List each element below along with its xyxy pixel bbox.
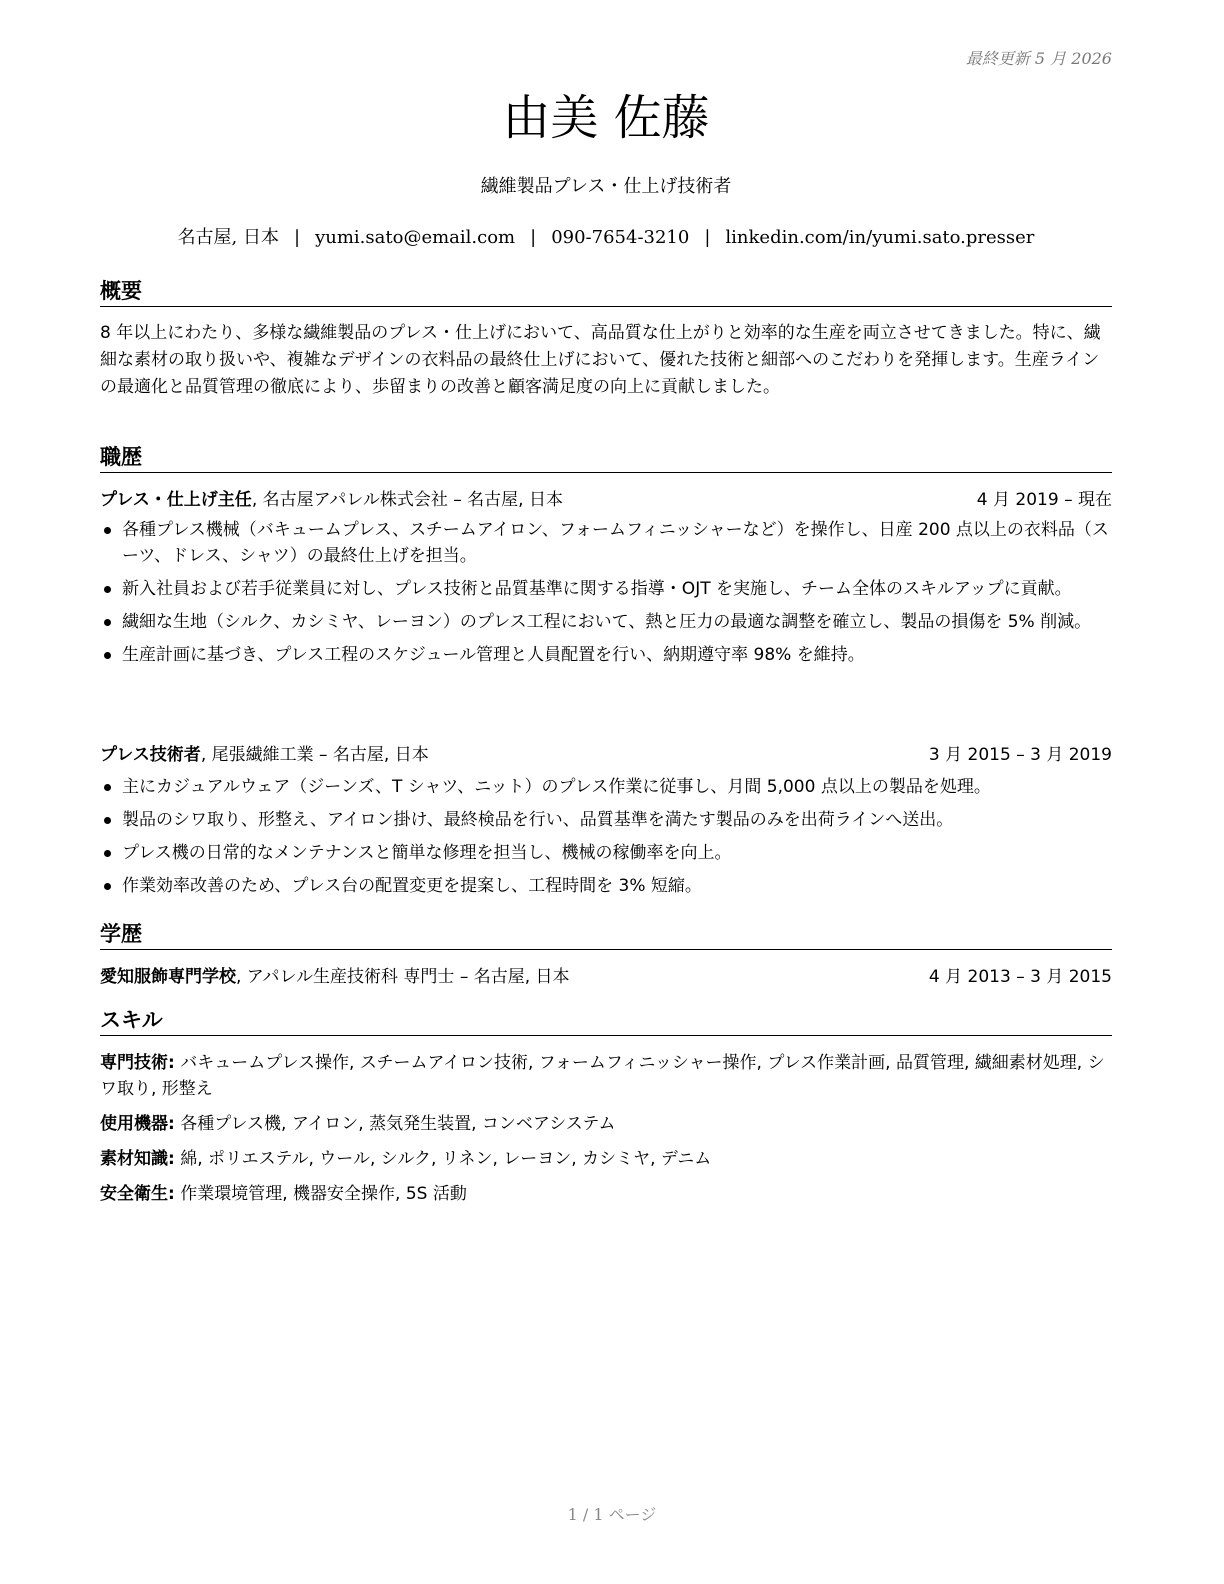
job-header: [100, 487, 1112, 513]
job-org: , 尾張繊維工業 – 名古屋, 日本: [200, 745, 429, 765]
last-updated: 最終更新 5 月 2026: [965, 49, 1112, 68]
skill-label: 安全衛生:: [100, 1184, 175, 1204]
skill-row: [100, 1181, 1116, 1207]
resume-page: [100, 0, 1112, 1584]
job-bullet: 繊細な生地（シルク、カシミヤ、レーヨン）のプレス工程において、熱と圧力の最適な調整を確立し、製品の損傷を 5% 削減。: [100, 609, 1112, 635]
contact-separator: |: [530, 227, 537, 248]
skill-row: [100, 1146, 1116, 1172]
contact-email[interactable]: yumi.sato@email.com: [315, 227, 516, 248]
job-bullet: 製品のシワ取り、形整え、アイロン掛け、最終検品を行い、品質基準を満たす製品のみを出荷ラインへ送出。: [100, 807, 1112, 833]
job-bullets: [100, 774, 1112, 906]
section-heading-experience: 職歴: [100, 443, 1112, 473]
page-number: 1 / 1 ページ: [567, 1505, 657, 1524]
person-name: 由美 佐藤: [502, 90, 710, 146]
job-role: プレス・仕上げ主任: [100, 490, 252, 510]
skill-label: 素材知識:: [100, 1149, 175, 1169]
skill-value: 各種プレス機, アイロン, 蒸気発生装置, コンベアシステム: [174, 1114, 616, 1134]
education-entry: [100, 964, 1112, 990]
section-heading-summary: 概要: [100, 277, 1112, 307]
skill-row: [100, 1111, 1116, 1137]
contact-separator: |: [704, 227, 711, 248]
skill-row: [100, 1050, 1116, 1102]
education-detail: , アパレル生産技術科 専門士 – 名古屋, 日本: [236, 967, 570, 987]
contact-location: 名古屋, 日本: [177, 227, 280, 248]
contact-linkedin[interactable]: linkedin.com/in/yumi.sato.presser: [725, 227, 1035, 248]
job-org: , 名古屋アパレル株式会社 – 名古屋, 日本: [251, 490, 563, 510]
skill-value: 綿, ポリエステル, ウール, シルク, リネン, レーヨン, カシミヤ, デニム: [174, 1149, 712, 1169]
job-title: 繊維製品プレス・仕上げ技術者: [480, 176, 732, 197]
section-heading-skills: スキル: [100, 1006, 1112, 1036]
job-bullet: プレス機の日常的なメンテナンスと簡単な修理を担当し、機械の稼働率を向上。: [100, 840, 1112, 866]
skill-label: 専門技術:: [100, 1053, 175, 1073]
skill-value: 作業環境管理, 機器安全操作, 5S 活動: [174, 1184, 467, 1204]
skill-value: バキュームプレス操作, スチームアイロン技術, フォームフィニッシャー操作, プレス作業計画, 品質管理, 繊細素材処理, シワ取り, 形整え: [100, 1053, 1105, 1099]
school-name: 愛知服飾専門学校: [100, 967, 236, 987]
skill-label: 使用機器:: [100, 1114, 175, 1134]
job-bullet: 主にカジュアルウェア（ジーンズ、T シャツ、ニット）のプレス作業に従事し、月間 5,000 点以上の製品を処理。: [100, 774, 1112, 800]
summary-text: 8 年以上にわたり、多様な繊維製品のプレス・仕上げにおいて、高品質な仕上がりと効率的な生産を両立させてきました。特に、繊細な素材の取り扱いや、複雑なデザインの衣料品の最終仕上げにおいて、優れた技術と細部へのこだわりを発揮します。生産ラインの最適化と品質管理の徹底により、歩留まりの改善と顧客満足度の向上に貢献しました。: [100, 323, 1101, 397]
job-header: [100, 742, 1112, 768]
section-heading-education: 学歴: [100, 920, 1112, 950]
contact-line: [100, 226, 1112, 250]
job-bullet: 生産計画に基づき、プレス工程のスケジュール管理と人員配置を行い、納期遵守率 98% を維持。: [100, 642, 1112, 668]
job-dates: 4 月 2019 – 現在: [976, 490, 1112, 510]
job-role: プレス技術者: [100, 745, 201, 765]
job-bullet: 各種プレス機械（バキュームプレス、スチームアイロン、フォームフィニッシャーなど）を操作し、日産 200 点以上の衣料品（スーツ、ドレス、シャツ）の最終仕上げを担当。: [100, 517, 1112, 569]
contact-phone[interactable]: 090-7654-3210: [551, 227, 690, 248]
education-dates: 4 月 2013 – 3 月 2015: [928, 967, 1112, 987]
job-bullet: 作業効率改善のため、プレス台の配置変更を提案し、工程時間を 3% 短縮。: [100, 873, 1112, 899]
job-dates: 3 月 2015 – 3 月 2019: [928, 745, 1112, 765]
job-bullets: [100, 517, 1112, 675]
job-bullet: 新入社員および若手従業員に対し、プレス技術と品質基準に関する指導・OJT を実施し、チーム全体のスキルアップに貢献。: [100, 576, 1112, 602]
contact-separator: |: [294, 227, 301, 248]
